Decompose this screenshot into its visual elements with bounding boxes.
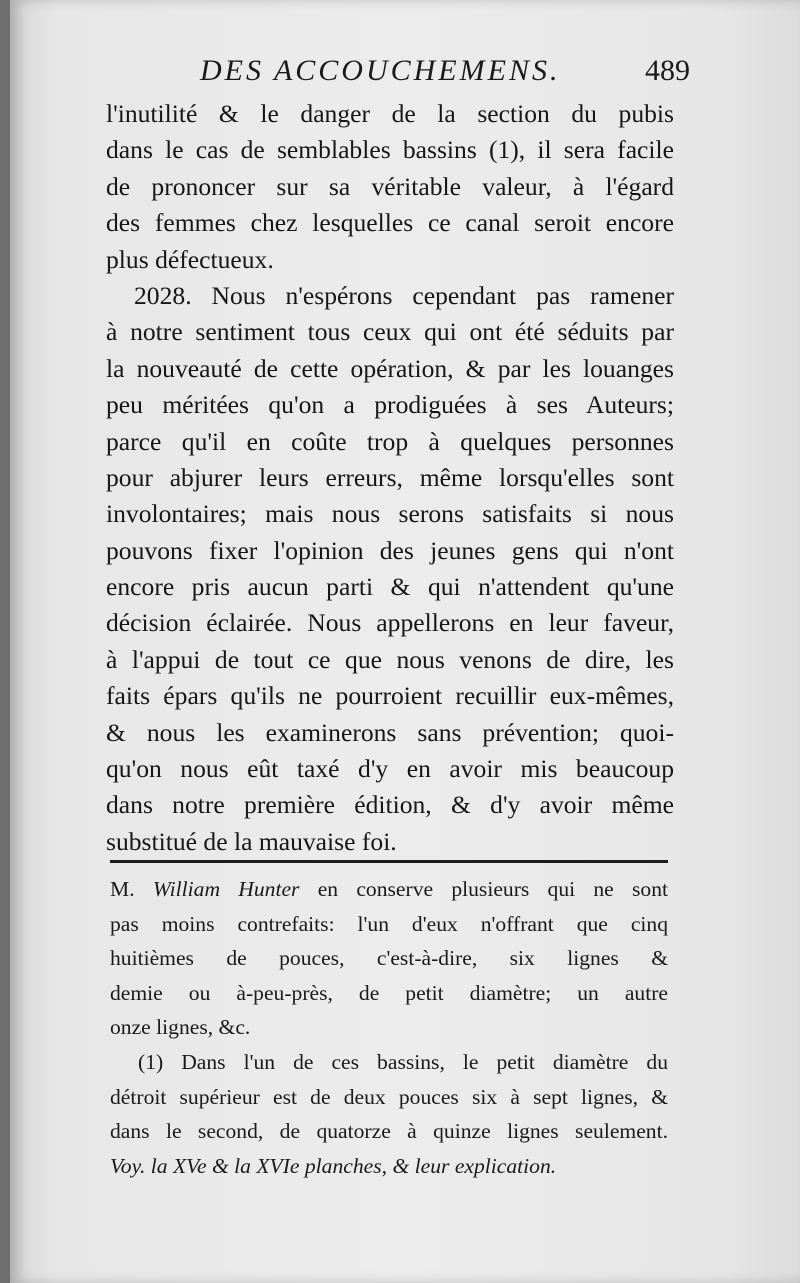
text-line: des femmes chez lesquelles ce canal seroit encore	[106, 208, 674, 238]
footnote-continued-first-line	[110, 872, 668, 907]
text-line: à notre sentiment tous ceux qui ont été séduits par	[106, 317, 674, 347]
paragraph-2028-start: 2028. Nous n'espérons cependant pas ramener	[134, 280, 674, 310]
footnote-person-name: William Hunter	[152, 877, 300, 901]
footnote-prefix: M.	[110, 877, 135, 901]
footnote-line: dans le second, de quatorze à quinze lignes seulement.	[110, 1119, 668, 1144]
text-line: pour abjurer leurs erreurs, même lorsqu'elles sont	[106, 462, 674, 492]
text-line: parce qu'il en coûte trop à quelques personnes	[106, 426, 674, 456]
page-number: 489	[645, 54, 690, 87]
footnote-text: en conserve plusieurs qui ne sont	[317, 877, 668, 901]
text-line: qu'on nous eût taxé d'y en avoir mis beaucoup	[106, 754, 674, 784]
main-text	[106, 96, 674, 860]
footnote-line: onze lignes, &c.	[110, 1015, 251, 1040]
text-line: encore pris aucun parti & qui n'attendent qu'une	[106, 572, 674, 602]
text-line: l'inutilité & le danger de la section du pubis	[106, 99, 674, 128]
footnote-rule	[110, 860, 668, 863]
running-head: DES ACCOUCHEMENS.	[200, 54, 561, 87]
page-header	[170, 54, 690, 94]
text-line: décision éclairée. Nous appellerons en leur faveur,	[106, 608, 674, 638]
footnote-line: demie ou à-peu-près, de petit diamètre; un autre	[110, 980, 668, 1005]
text-line: & nous les examinerons sans prévention; quoi-	[106, 717, 674, 747]
footnotes	[110, 872, 668, 1183]
footnote-line: pas moins contrefaits: l'un d'eux n'offrant que cinq	[110, 911, 668, 936]
text-line: pouvons fixer l'opinion des jeunes gens qui n'ont	[106, 535, 674, 565]
text-line: dans notre première édition, & d'y avoir même	[106, 790, 674, 820]
text-line: la nouveauté de cette opération, & par les louanges	[106, 353, 674, 383]
text-line: substitué de la mauvaise foi.	[106, 826, 397, 856]
text-line: peu méritées qu'on a prodiguées à ses Auteurs;	[106, 390, 674, 420]
book-page	[10, 0, 800, 1283]
footnote-line: détroit supérieur est de deux pouces six à sept lignes, &	[110, 1084, 668, 1109]
text-line: dans le cas de semblables bassins (1), il sera facile	[106, 135, 674, 165]
text-line: de prononcer sur sa véritable valeur, à l'égard	[106, 171, 674, 201]
footnote-1-start: (1) Dans l'un de ces bassins, le petit diamètre du	[138, 1049, 668, 1074]
text-line: plus défectueux.	[106, 244, 274, 274]
text-line: à l'appui de tout ce que nous venons de dire, les	[106, 644, 674, 674]
text-line: involontaires; mais nous serons satisfaits si nous	[106, 499, 674, 529]
text-line: faits épars qu'ils ne pourroient recuillir eux-mêmes,	[106, 681, 674, 711]
footnote-reference-line: Voy. la XVe & la XVIe planches, & leur explication.	[110, 1153, 557, 1178]
footnote-line: huitièmes de pouces, c'est-à-dire, six lignes &	[110, 946, 668, 971]
